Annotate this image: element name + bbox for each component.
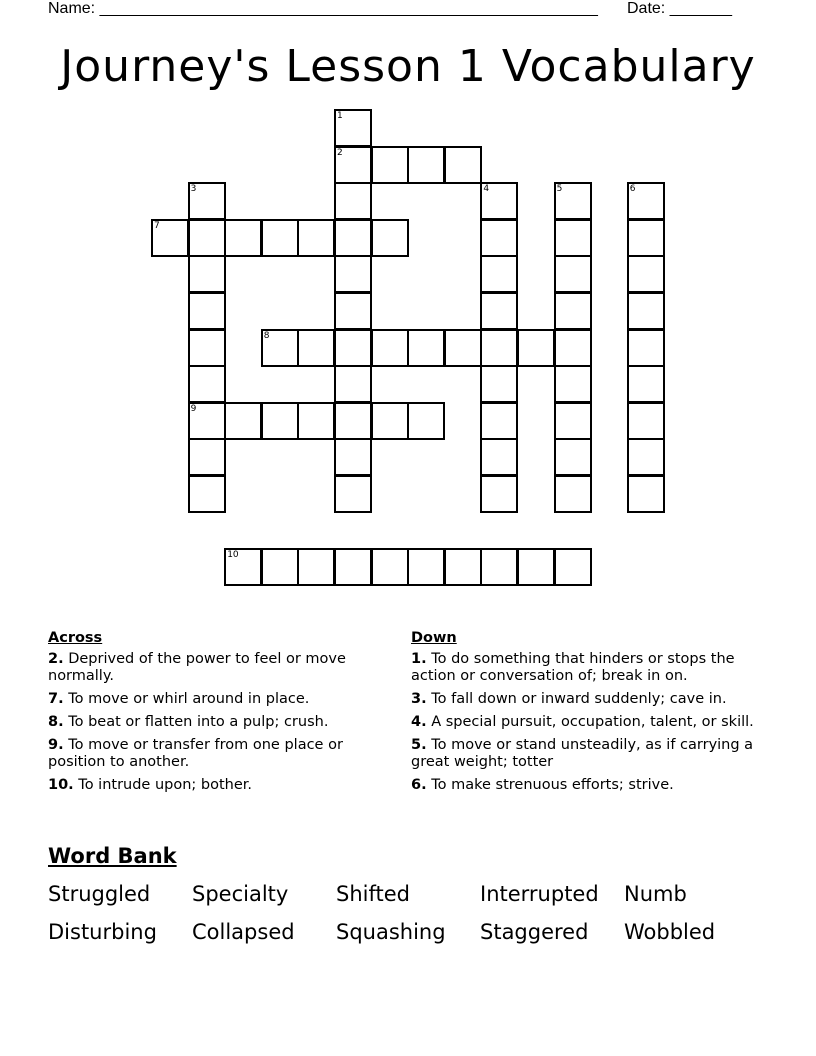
- crossword-cell[interactable]: [480, 402, 518, 440]
- crossword-cell[interactable]: [517, 329, 555, 367]
- crossword-cell[interactable]: [554, 365, 592, 403]
- clue-number: 4.: [411, 714, 427, 730]
- word-bank-item: Interrupted: [480, 882, 599, 906]
- crossword-cell[interactable]: [334, 475, 372, 513]
- clue-down-6: [411, 777, 756, 794]
- word-bank-item: Collapsed: [192, 920, 295, 944]
- crossword-cell[interactable]: [297, 219, 335, 257]
- crossword-cell[interactable]: [188, 219, 226, 257]
- crossword-cell[interactable]: [554, 292, 592, 330]
- clue-down-3: [411, 691, 756, 708]
- crossword-cell[interactable]: [334, 438, 372, 476]
- crossword-cell[interactable]: [371, 548, 409, 586]
- crossword-cell[interactable]: [627, 402, 665, 440]
- clue-across-8: [48, 714, 393, 731]
- clue-across-7: [48, 691, 393, 708]
- crossword-cell[interactable]: [480, 548, 518, 586]
- crossword-cell[interactable]: [554, 402, 592, 440]
- crossword-cell[interactable]: [554, 438, 592, 476]
- crossword-cell[interactable]: [627, 255, 665, 293]
- clue-number-label: 7: [154, 220, 160, 231]
- crossword-cell[interactable]: [151, 219, 189, 257]
- crossword-cell[interactable]: [371, 219, 409, 257]
- word-bank-item: Struggled: [48, 882, 151, 906]
- clue-text: To move or stand unsteadily, as if carrying a great weight; totter: [411, 737, 754, 770]
- crossword-cell[interactable]: [480, 438, 518, 476]
- clue-number-label: 3: [190, 184, 197, 195]
- word-bank-item: Wobbled: [624, 920, 716, 944]
- crossword-cell[interactable]: [554, 475, 592, 513]
- crossword-cell[interactable]: [188, 292, 226, 330]
- clue-down-1: [411, 651, 756, 685]
- crossword-cell[interactable]: [188, 182, 226, 220]
- crossword-cell[interactable]: [480, 182, 518, 220]
- crossword-cell[interactable]: [261, 402, 299, 440]
- crossword-cell[interactable]: [627, 438, 665, 476]
- clue-number: 9.: [48, 737, 64, 753]
- crossword-cell[interactable]: [334, 182, 372, 220]
- crossword-cell[interactable]: [480, 255, 518, 293]
- across-clues: [48, 628, 393, 800]
- crossword-cell[interactable]: [334, 329, 372, 367]
- clue-text: Deprived of the power to feel or move normally.: [48, 651, 346, 684]
- crossword-cell[interactable]: [627, 365, 665, 403]
- clue-down-5: [411, 737, 756, 771]
- clue-text: To make strenuous efforts; strive.: [431, 777, 674, 793]
- down-clues: [411, 628, 756, 800]
- clue-number-label: 4: [483, 184, 490, 195]
- crossword-cell[interactable]: [297, 548, 335, 586]
- crossword-cell[interactable]: [480, 219, 518, 257]
- crossword-cell[interactable]: [627, 329, 665, 367]
- clue-number-label: 1: [337, 111, 343, 121]
- clue-across-10: [48, 777, 393, 794]
- clue-text: To intrude upon; bother.: [78, 777, 253, 793]
- page-title: Journey's Lesson 1 Vocabulary: [60, 41, 756, 92]
- date-field-label: Date: _______: [627, 0, 732, 17]
- clue-number-label: 2: [337, 147, 343, 158]
- clue-number-label: 5: [556, 184, 563, 195]
- word-bank-item: Numb: [624, 882, 687, 906]
- crossword-cell[interactable]: [188, 329, 226, 367]
- clue-number-label: 9: [190, 403, 197, 414]
- crossword-cell[interactable]: [261, 548, 299, 586]
- crossword-cell[interactable]: [371, 329, 409, 367]
- word-bank-item: Staggered: [480, 920, 589, 944]
- crossword-cell[interactable]: [371, 146, 409, 184]
- crossword-cell[interactable]: [517, 548, 555, 586]
- clue-across-2: [48, 651, 393, 685]
- crossword-cell[interactable]: [554, 255, 592, 293]
- word-bank-heading: Word Bank: [48, 844, 177, 868]
- crossword-cell[interactable]: [334, 109, 372, 147]
- clue-text: To move or whirl around in place.: [68, 691, 310, 707]
- crossword-cell[interactable]: [334, 146, 372, 184]
- crossword-cell[interactable]: [407, 146, 445, 184]
- crossword-cell[interactable]: [554, 548, 592, 586]
- clue-text: To do something that hinders or stops the action or conversation of; break in on.: [411, 651, 735, 684]
- crossword-cell[interactable]: [261, 219, 299, 257]
- crossword-cell[interactable]: [554, 219, 592, 257]
- across-heading: Across: [48, 630, 103, 646]
- crossword-cell[interactable]: [334, 548, 372, 586]
- crossword-cell[interactable]: [480, 365, 518, 403]
- clue-text: To beat or flatten into a pulp; crush.: [68, 714, 329, 730]
- crossword-cell[interactable]: [188, 438, 226, 476]
- crossword-cell[interactable]: [627, 219, 665, 257]
- crossword-cell[interactable]: [444, 329, 482, 367]
- crossword-cell[interactable]: [261, 329, 299, 367]
- clue-number-label: 8: [263, 330, 270, 341]
- crossword-cell[interactable]: [188, 255, 226, 293]
- crossword-cell[interactable]: [334, 365, 372, 403]
- crossword-cell[interactable]: [444, 146, 482, 184]
- crossword-cell[interactable]: [480, 475, 518, 513]
- word-bank-item: Shifted: [336, 882, 410, 906]
- crossword-cell[interactable]: [480, 292, 518, 330]
- crossword-cell[interactable]: [407, 329, 445, 367]
- crossword-cell[interactable]: [554, 182, 592, 220]
- crossword-cell[interactable]: [407, 402, 445, 440]
- clue-text: A special pursuit, occupation, talent, or skill.: [431, 714, 754, 730]
- clue-number-label: 6: [629, 184, 636, 195]
- crossword-cell[interactable]: [554, 329, 592, 367]
- clue-number: 3.: [411, 691, 427, 707]
- crossword-cell[interactable]: [334, 292, 372, 330]
- crossword-cell[interactable]: [480, 329, 518, 367]
- clue-across-9: [48, 737, 393, 771]
- clue-number-label: 10: [227, 550, 239, 561]
- crossword-cell[interactable]: [627, 292, 665, 330]
- name-field-label: Name: ________________________________________________________: [48, 0, 598, 17]
- word-bank-item: Disturbing: [48, 920, 157, 944]
- clue-number: 6.: [411, 777, 427, 793]
- crossword-cell[interactable]: [297, 402, 335, 440]
- clue-down-4: [411, 714, 756, 731]
- clue-text: To move or transfer from one place or position to another.: [48, 737, 343, 770]
- crossword-cell[interactable]: [188, 365, 226, 403]
- crossword-cell[interactable]: [627, 182, 665, 220]
- crossword-cell[interactable]: [188, 475, 226, 513]
- clue-number: 7.: [48, 691, 64, 707]
- word-bank-item: Specialty: [192, 882, 289, 906]
- crossword-cell[interactable]: [334, 255, 372, 293]
- crossword-cell[interactable]: [297, 329, 335, 367]
- crossword-cell[interactable]: [224, 548, 262, 586]
- clue-number: 10.: [48, 777, 74, 793]
- word-bank-item: Squashing: [336, 920, 446, 944]
- clue-number: 5.: [411, 737, 427, 753]
- clue-number: 1.: [411, 651, 427, 667]
- crossword-cell[interactable]: [444, 548, 482, 586]
- crossword-cell[interactable]: [334, 402, 372, 440]
- clue-number: 2.: [48, 651, 64, 667]
- clue-text: To fall down or inward suddenly; cave in.: [431, 691, 727, 707]
- crossword-cell[interactable]: [224, 402, 262, 440]
- crossword-cell[interactable]: [407, 548, 445, 586]
- crossword-cell[interactable]: [334, 219, 372, 257]
- crossword-cell[interactable]: [627, 475, 665, 513]
- down-heading: Down: [411, 630, 457, 646]
- crossword-cell[interactable]: [224, 219, 262, 257]
- crossword-cell[interactable]: [371, 402, 409, 440]
- clue-number: 8.: [48, 714, 64, 730]
- crossword-cell[interactable]: [188, 402, 226, 440]
